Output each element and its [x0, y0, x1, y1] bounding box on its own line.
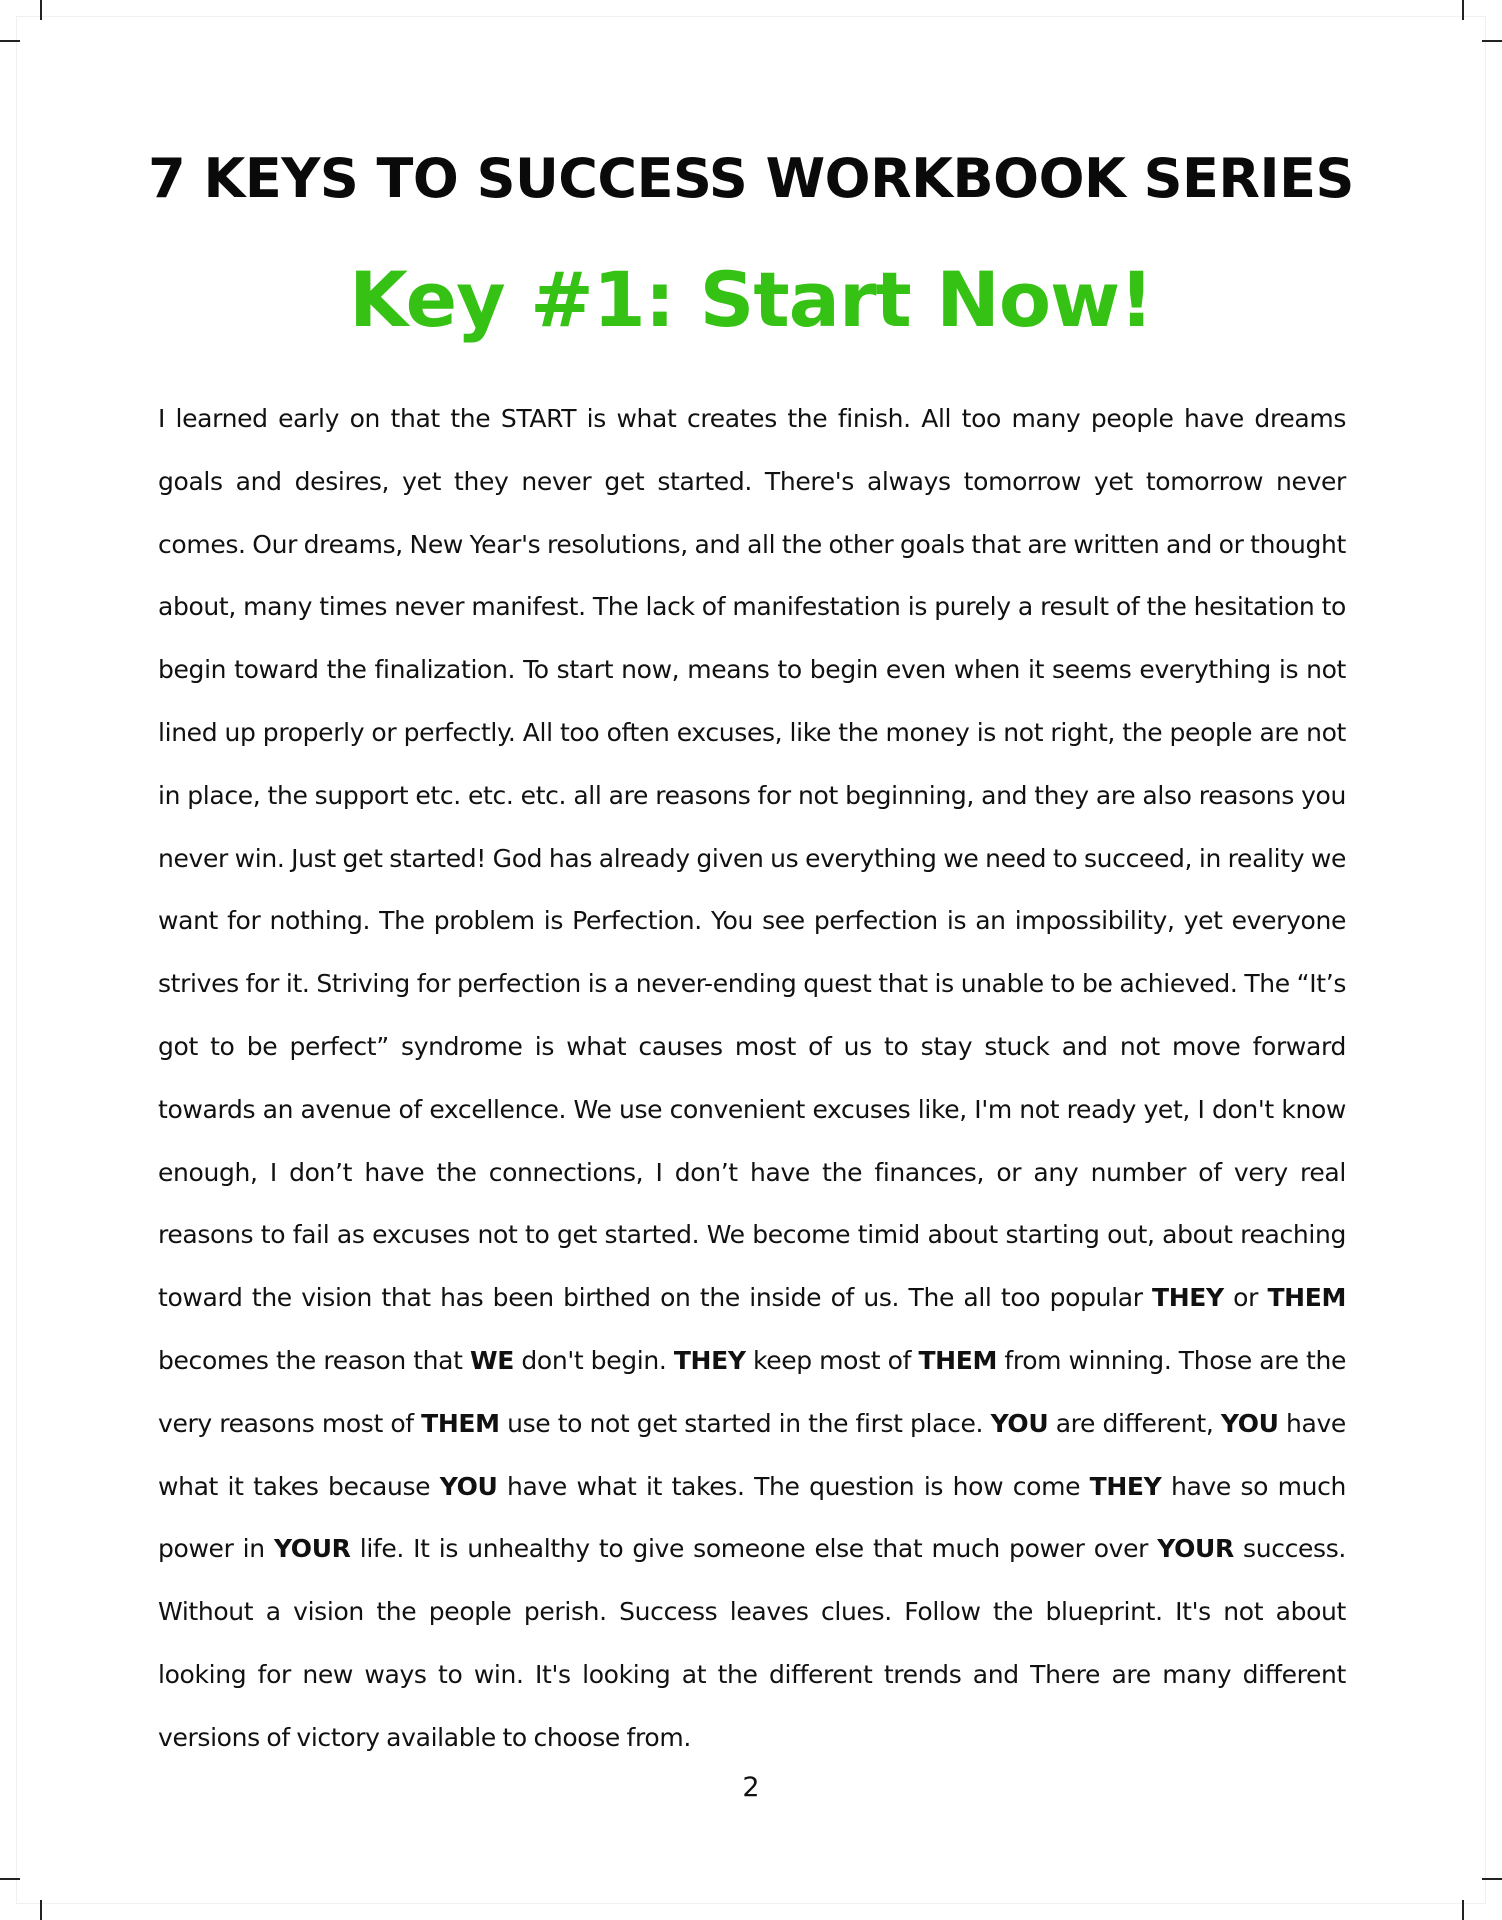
crop-mark-bottom-left-horizontal	[0, 1878, 20, 1880]
body-text-run: becomes the reason that	[158, 1345, 470, 1375]
emphasis-text: YOUR	[1157, 1534, 1234, 1564]
emphasis-text: THEM	[421, 1408, 500, 1438]
body-text-run: use to not get started in the first place.	[499, 1408, 991, 1438]
key-title: Key #1: Start Now!	[349, 255, 1153, 344]
page-number: 2	[742, 1772, 760, 1803]
crop-mark-bottom-left-vertical	[40, 1900, 42, 1920]
body-paragraph	[158, 388, 1346, 1770]
body-text-run: or	[1223, 1283, 1268, 1313]
body-text-run: I learned early on that the START is what creates the finish. All too many people have dreams goals and desires, yet they never get started. There's always tomorrow yet tomorrow never comes. Our dreams, New Year's resolutions, and all the other goals that are written and or thought about, many times never manifest. The lack of manifestation is purely a result of the hesitation to begin toward the finalization. To start now, means to begin even when it seems everything is not lined up properly or perfectly. All too often excuses, like the money is not right, the people are not in place, the support etc. etc. etc. all are reasons for not beginning, and they are also reasons you never win. Just get started! God has already given us everything we need to succeed, in reality we want for nothing. The problem is Perfection. You see perfection is an impossibility, yet everyone strives for it. Striving for perfection is a never-ending quest that is unable to be achieved. The “It’s got to be perfect” syndrome is what causes most of us to stay stuck and not move forward towards an avenue of excellence. We use convenient excuses like, I'm not ready yet, I don't know enough, I don’t have the connections, I don’t have the finances, or any number of very real reasons to fail as excuses not to get started. We become timid about starting out, about reaching toward the vision that has been birthed on the inside of us. The all too popular	[158, 404, 1346, 1313]
emphasis-text: YOU	[1220, 1408, 1279, 1438]
body-text-run: have what it takes. The question is how come	[497, 1471, 1090, 1501]
emphasis-text: YOU	[990, 1408, 1049, 1438]
emphasis-text: WE	[470, 1345, 514, 1375]
body-text-run: have so much power in	[158, 1471, 1346, 1564]
body-text-run: are different,	[1048, 1408, 1221, 1438]
series-title: 7 KEYS TO SUCCESS WORKBOOK SERIES	[148, 147, 1354, 210]
emphasis-text: THEY	[1089, 1471, 1162, 1501]
body-text-run: keep most of	[745, 1345, 919, 1375]
emphasis-text: THEM	[1267, 1283, 1346, 1313]
body-text-run: success. Without a vision the people perish. Success leaves clues. Follow the blueprint. It's not about looking for new ways to win. It's looking at the different trends and There are many different versions of victory available to choose from.	[158, 1534, 1346, 1752]
crop-mark-top-right-horizontal	[1482, 40, 1502, 42]
body-text-run: life. It is unhealthy to give someone else that much power over	[350, 1534, 1158, 1564]
emphasis-text: YOUR	[273, 1534, 351, 1564]
crop-mark-top-left-horizontal	[0, 40, 20, 42]
crop-mark-top-left-vertical	[40, 0, 42, 20]
body-text-run: have what it takes because	[158, 1408, 1346, 1501]
body-text-run: from winning. Those are the very reasons most of	[158, 1345, 1347, 1438]
emphasis-text: THEM	[918, 1345, 997, 1375]
body-text-run: don't begin.	[513, 1345, 674, 1375]
emphasis-text: THEY	[1152, 1283, 1224, 1313]
crop-mark-top-right-vertical	[1462, 0, 1464, 20]
emphasis-text: YOU	[439, 1471, 498, 1501]
emphasis-text: THEY	[673, 1345, 746, 1375]
crop-mark-bottom-right-horizontal	[1482, 1878, 1502, 1880]
crop-mark-bottom-right-vertical	[1462, 1900, 1464, 1920]
